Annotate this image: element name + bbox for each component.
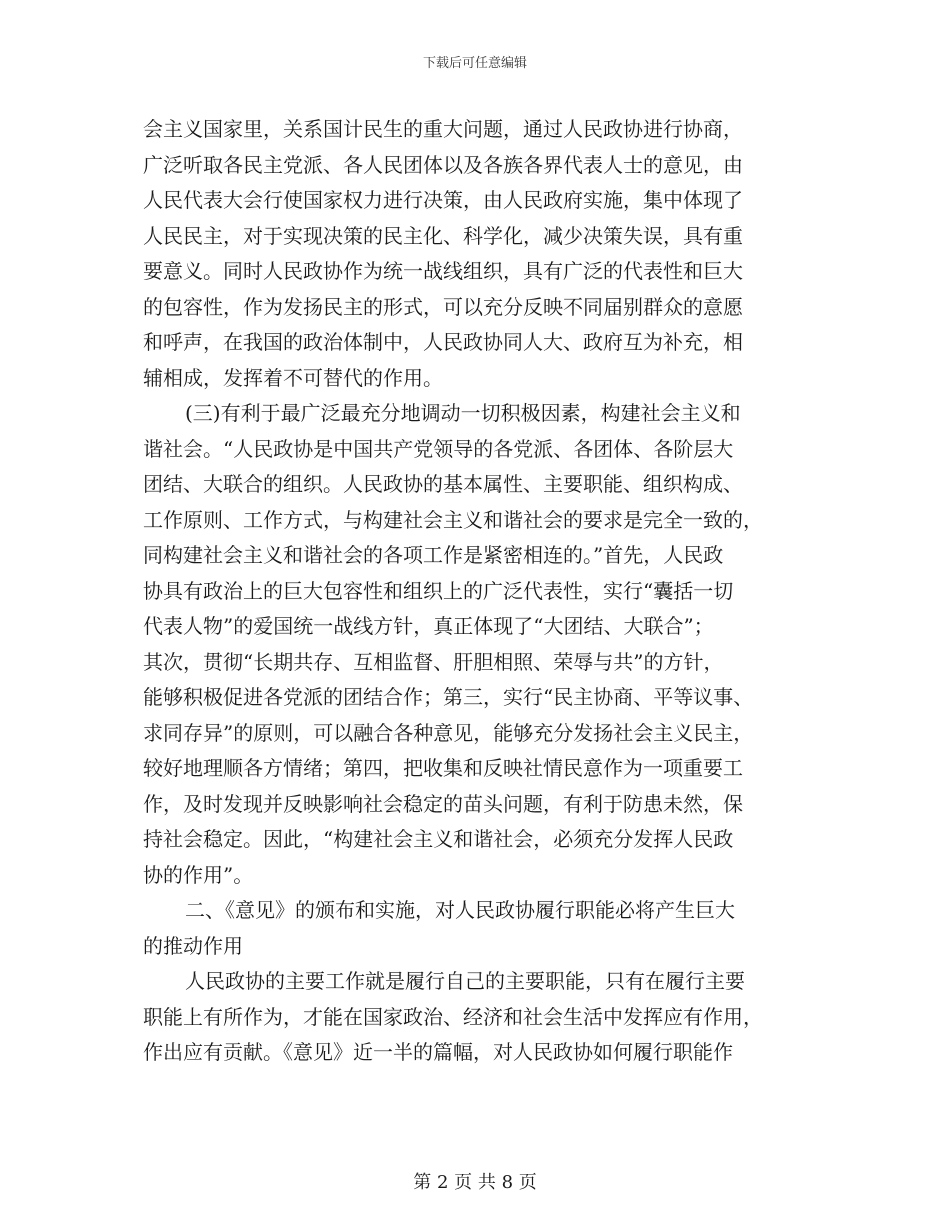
text-line: 要意义。同时人民政协作为统一战线组织，具有广泛的代表性和巨大 [143, 259, 743, 283]
text-line: 同构建社会主义和谐社会的各项工作是紧密相连的。”首先，人民政 [143, 543, 724, 567]
text-line: 作出应有贡献。《意见》近一半的篇幅，对人民政协如何履行职能作 [143, 1040, 733, 1064]
page-header: 下载后可任意编辑 [422, 56, 527, 71]
text-line: 求同存异”的原则，可以融合各种意见，能够充分发扬社会主义民主， [143, 720, 754, 745]
text-line: 人民代表大会行使国家权力进行决策，由人民政府实施，集中体现了 [143, 188, 743, 212]
text-line: 人民民主，对于实现决策的民主化、科学化，减少决策失误，具有重 [143, 223, 743, 248]
text-line: 持社会稳定。因此，“构建社会主义和谐社会，必须充分发挥人民政 [143, 827, 734, 851]
text-line: 代表人物”的爱国统一战线方针，真正体现了“大团结、大联合”； [143, 614, 714, 638]
text-line: 协的作用”。 [143, 862, 254, 887]
text-line: 广泛听取各民主党派、各人民团体以及各族各界代表人士的意见，由 [143, 152, 743, 177]
text-line: 较好地理顺各方情绪；第四，把收集和反映社情民意作为一项重要工 [143, 756, 743, 780]
text-line: 团结、大联合的组织。人民政协的基本属性、主要职能、组织构成、 [143, 472, 743, 496]
text-line: 谐社会。“人民政协是中国共产党领导的各党派、各团体、各阶层大 [143, 436, 734, 461]
text-line: (三)有利于最广泛最充分地调动一切积极因素，构建社会主义和 [185, 401, 741, 425]
section-heading-cont: 的推动作用 [143, 933, 243, 958]
text-line: 的包容性，作为发扬民主的形式，可以充分反映不同届别群众的意愿 [143, 294, 743, 319]
text-line: 职能上有所作为，才能在国家政治、经济和社会生活中发挥应有作用， [143, 1004, 763, 1029]
section-heading: 二、《意见》的颁布和实施，对人民政协履行职能必将产生巨大 [185, 898, 735, 922]
text-line: 工作原则、工作方式，与构建社会主义和谐社会的要求是完全一致的， [143, 507, 763, 532]
text-line: 能够积极促进各党派的团结合作；第三，实行“民主协商、平等议事、 [143, 685, 754, 709]
text-line: 其次，贯彻“长期共存、互相监督、肝胆相照、荣辱与共”的方针， [143, 649, 724, 674]
text-line: 会主义国家里，关系国计民生的重大问题，通过人民政协进行协商， [143, 117, 743, 141]
text-line: 作，及时发现并反映影响社会稳定的苗头问题，有利于防患未然，保 [143, 791, 743, 816]
text-line: 协具有政治上的巨大包容性和组织上的广泛代表性，实行“囊括一切 [143, 578, 734, 603]
page-number: 第 2 页 共 8 页 [413, 1172, 537, 1193]
text-line: 人民政协的主要工作就是履行自己的主要职能，只有在履行主要 [185, 969, 745, 993]
text-line: 和呼声，在我国的政治体制中，人民政协同人大、政府互为补充，相 [143, 330, 743, 354]
text-line: 辅相成，发挥着不可替代的作用。 [143, 365, 443, 390]
document-body [143, 112, 808, 1071]
